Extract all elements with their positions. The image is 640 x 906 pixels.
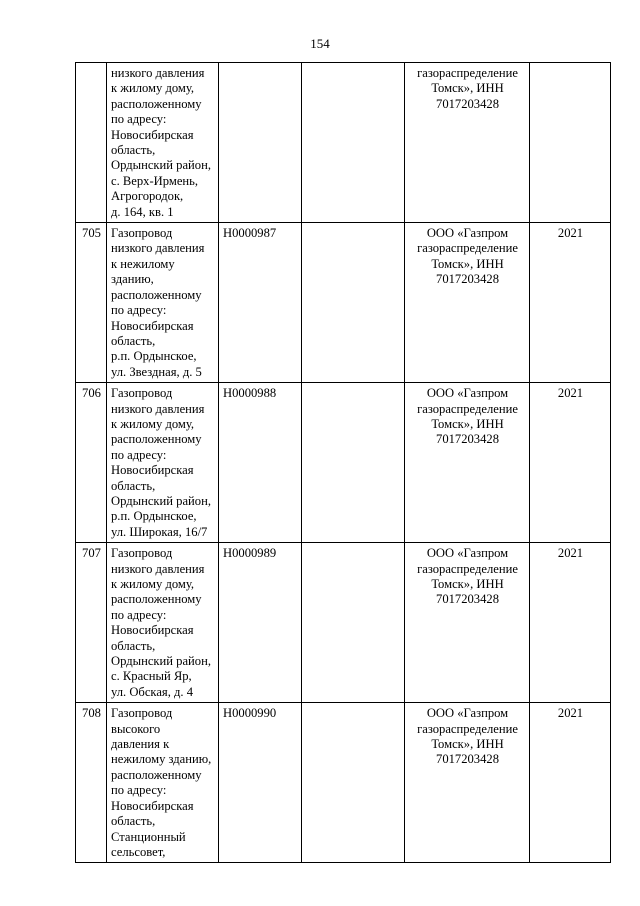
- object-name-cell-line: Новосибирская: [111, 318, 194, 333]
- object-name-cell-line: р.п. Ордынское,: [111, 509, 197, 524]
- object-name-cell-line: низкого давления: [111, 66, 205, 80]
- owner-cell-line: газораспределение: [417, 721, 518, 736]
- owner-cell-line: ООО «Газпром: [426, 226, 509, 241]
- blank-cell: [302, 223, 405, 383]
- object-name-cell-line: к жилому дому,: [111, 577, 195, 591]
- row-number-cell: 705: [76, 223, 107, 383]
- object-name-cell: [107, 383, 219, 543]
- object-name-cell-line: Газопровод: [111, 226, 173, 241]
- owner-cell-line: 7017203428: [436, 752, 499, 767]
- year-cell: [530, 63, 611, 223]
- object-name-cell-line: давления к: [111, 737, 170, 752]
- owner-cell: [405, 63, 530, 223]
- object-name-cell-line: д. 164, кв. 1: [111, 204, 174, 219]
- row-number-cell: 707: [76, 543, 107, 703]
- page-number: 154: [310, 36, 330, 51]
- registry-table: [75, 62, 611, 863]
- inventory-code-cell: Н0000989: [219, 543, 302, 703]
- table-row: [76, 543, 611, 703]
- object-name-cell-line: по адресу:: [111, 303, 167, 318]
- owner-cell: [405, 223, 530, 383]
- object-name-cell-line: область,: [111, 638, 156, 653]
- object-name-cell-line: область,: [111, 143, 156, 158]
- object-name-cell: [107, 223, 219, 383]
- object-name-cell-line: Ордынский район,: [111, 654, 211, 669]
- object-name-cell-line: с. Верх-Ирмень,: [111, 173, 199, 188]
- table-row: [76, 383, 611, 543]
- object-name-cell-line: Газопровод: [111, 546, 173, 561]
- object-name-cell-line: ул. Широкая, 16/7: [111, 524, 208, 539]
- owner-cell-line: ООО «Газпром: [426, 386, 509, 401]
- object-name-cell: [107, 63, 219, 223]
- object-name-cell-line: низкого давления: [111, 401, 205, 416]
- object-name-cell-line: Ордынский район,: [111, 493, 211, 508]
- owner-cell-line: газораспределение: [417, 66, 518, 80]
- object-name-cell-line: по адресу:: [111, 447, 167, 462]
- object-name-cell-line: Ордынский район,: [111, 158, 211, 173]
- object-name-cell-line: расположенному: [111, 592, 202, 607]
- object-name-cell-line: ул. Звездная, д. 5: [111, 364, 202, 379]
- owner-cell-line: Томск», ИНН: [431, 81, 504, 96]
- inventory-code-cell: Н0000987: [219, 223, 302, 383]
- object-name-cell-line: область,: [111, 333, 156, 348]
- object-name-cell-line: высокого: [111, 721, 161, 736]
- object-name-cell-line: расположенному: [111, 287, 202, 302]
- owner-cell: [405, 703, 530, 863]
- owner-cell-line: 7017203428: [436, 272, 499, 287]
- object-name-cell-line: Новосибирская: [111, 463, 194, 478]
- object-name-cell-line: Агрогородок,: [111, 189, 184, 204]
- table-row: [76, 223, 611, 383]
- object-name-cell-line: с. Красный Яр,: [111, 669, 192, 684]
- inventory-code-cell: Н0000988: [219, 383, 302, 543]
- object-name-cell-line: по адресу:: [111, 783, 167, 798]
- object-name-cell-line: к жилому дому,: [111, 416, 195, 431]
- owner-cell-line: 7017203428: [436, 96, 499, 111]
- row-number-cell: 706: [76, 383, 107, 543]
- owner-cell-line: газораспределение: [417, 401, 518, 416]
- blank-cell: [302, 63, 405, 223]
- object-name-cell-line: область,: [111, 478, 156, 493]
- object-name-cell-line: ул. Обская, д. 4: [111, 684, 194, 699]
- object-name-cell-line: сельсовет,: [111, 844, 166, 859]
- object-name-cell-line: низкого давления: [111, 241, 205, 256]
- object-name-cell-line: Газопровод: [111, 386, 173, 401]
- object-name-cell-line: низкого давления: [111, 561, 205, 576]
- object-name-cell-line: по адресу:: [111, 112, 167, 127]
- year-cell: 2021: [530, 383, 611, 543]
- table-row: [76, 703, 611, 863]
- object-name-cell-line: расположенному: [111, 96, 202, 111]
- row-number-cell: 708: [76, 703, 107, 863]
- object-name-cell-line: нежилому зданию,: [111, 752, 212, 767]
- object-name-cell-line: расположенному: [111, 767, 202, 782]
- object-name-cell-line: Новосибирская: [111, 127, 194, 142]
- blank-cell: [302, 383, 405, 543]
- object-name-cell: [107, 543, 219, 703]
- table-row: [76, 63, 611, 223]
- owner-cell-line: ООО «Газпром: [426, 706, 509, 721]
- owner-cell-line: ООО «Газпром: [426, 546, 509, 561]
- inventory-code-cell: Н0000990: [219, 703, 302, 863]
- object-name-cell-line: к нежилому: [111, 256, 175, 271]
- owner-cell: [405, 383, 530, 543]
- object-name-cell-line: р.п. Ордынское,: [111, 349, 197, 364]
- owner-cell-line: 7017203428: [436, 592, 499, 607]
- owner-cell-line: Томск», ИНН: [431, 577, 504, 591]
- owner-cell-line: Томск», ИНН: [431, 256, 504, 271]
- owner-cell-line: Томск», ИНН: [431, 737, 504, 752]
- object-name-cell-line: к жилому дому,: [111, 81, 195, 96]
- blank-cell: [302, 543, 405, 703]
- object-name-cell-line: расположенному: [111, 432, 202, 447]
- object-name-cell-line: зданию,: [111, 272, 154, 287]
- row-number-cell: [76, 63, 107, 223]
- object-name-cell: [107, 703, 219, 863]
- object-name-cell-line: Новосибирская: [111, 623, 194, 638]
- object-name-cell-line: по адресу:: [111, 607, 167, 622]
- owner-cell-line: газораспределение: [417, 561, 518, 576]
- owner-cell: [405, 543, 530, 703]
- year-cell: 2021: [530, 703, 611, 863]
- object-name-cell-line: Новосибирская: [111, 798, 194, 813]
- owner-cell-line: Томск», ИНН: [431, 416, 504, 431]
- table-body: [76, 63, 611, 863]
- object-name-cell-line: Газопровод: [111, 706, 173, 721]
- blank-cell: [302, 703, 405, 863]
- year-cell: 2021: [530, 543, 611, 703]
- inventory-code-cell: [219, 63, 302, 223]
- owner-cell-line: газораспределение: [417, 241, 518, 256]
- year-cell: 2021: [530, 223, 611, 383]
- object-name-cell-line: Станционный: [111, 829, 186, 844]
- owner-cell-line: 7017203428: [436, 432, 499, 447]
- object-name-cell-line: область,: [111, 814, 156, 829]
